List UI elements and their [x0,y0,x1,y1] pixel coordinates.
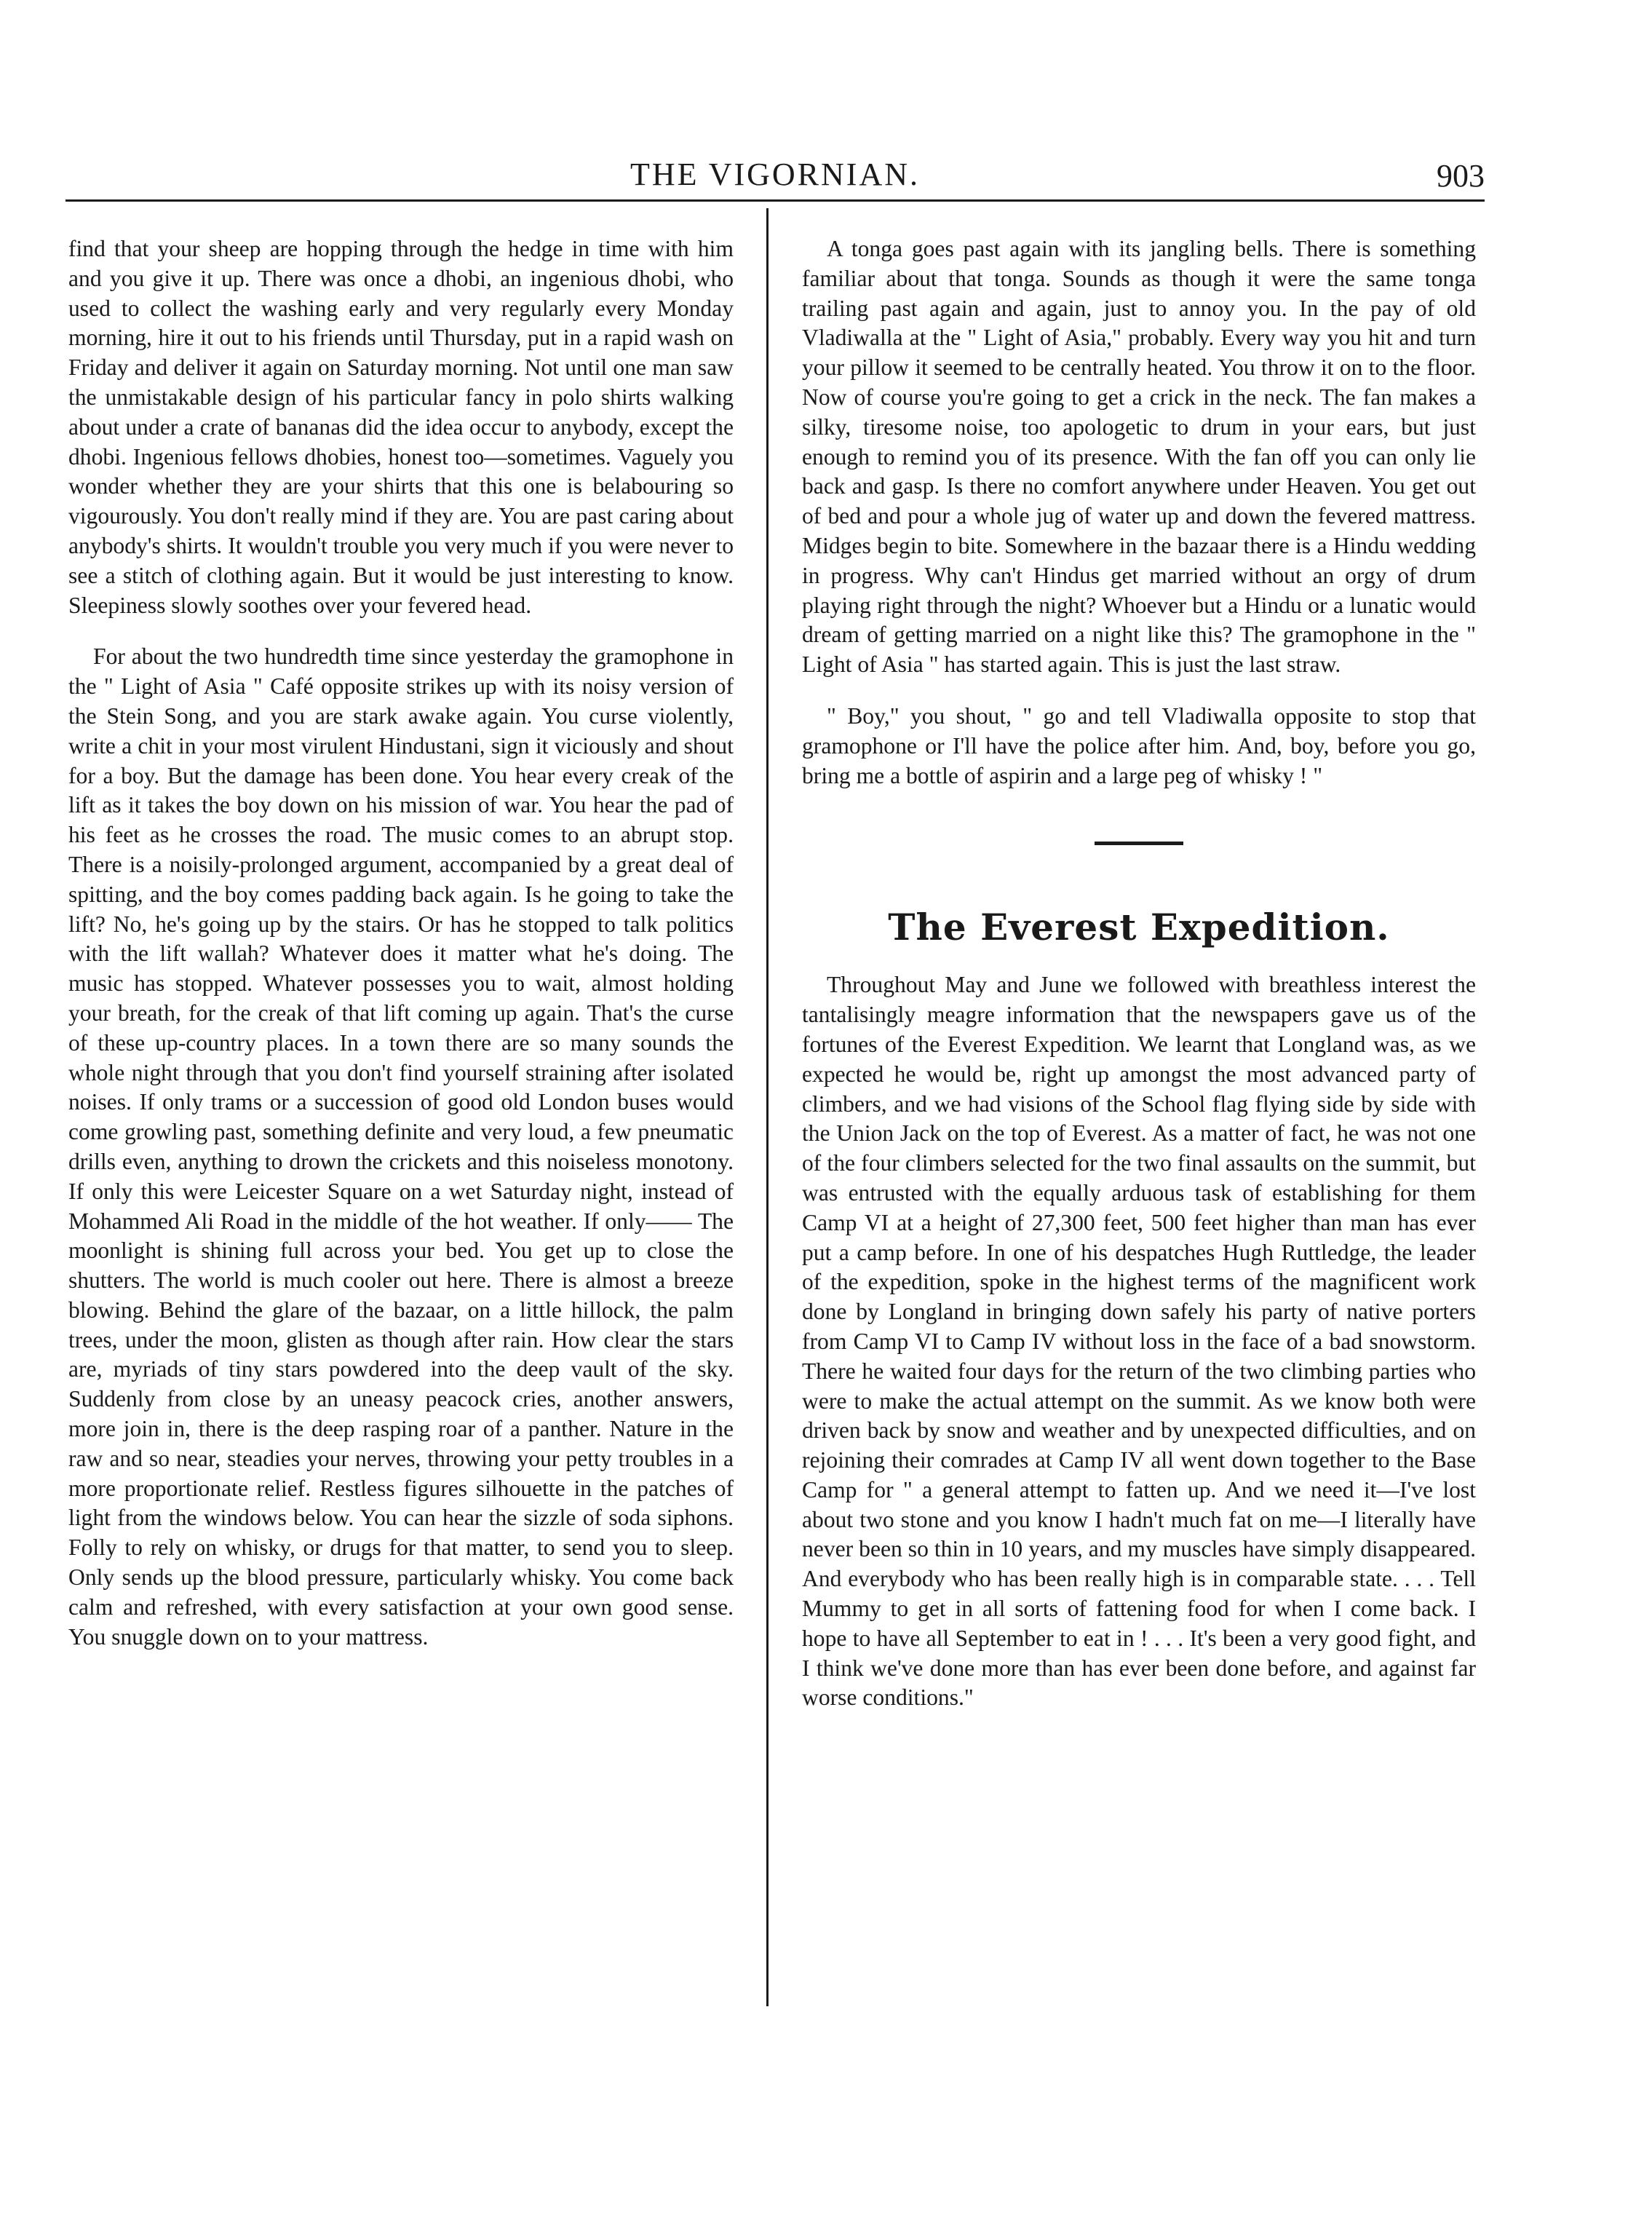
section-divider [1095,842,1183,845]
right-paragraph-2: " Boy," you shout, " go and tell Vladiwalla opposite to stop that gramophone or I'll have the police after him. And, boy, before you go, bring me a bottle of aspirin and a large peg of whisky ! " [802,702,1476,788]
running-title: THE VIGORNIAN. [630,157,921,192]
section-heading: The Everest Expedition. [888,906,1390,949]
page-number: 903 [1437,158,1485,194]
right-paragraph-3: Throughout May and June we followed with breathless interest the tantalisingly meagre information that the newspapers gave us of the fortunes of the Everest Expedition. We learnt that Longland was, as we expected he would be, right up amongst the most advanced party of climbers, and we had visions of the School flag flying side by side with the Union Jack on the top of Everest. As a matter of fact, he was not one of the four climbers selected for the two final assaults on the summit, but was entrusted with the equally arduous task of establishing for them Camp VI at a height of 27,300 feet, 500 feet higher than man has ever put a camp before. In one of his despatches Hugh Ruttledge, the leader of the expedition, spoke in the highest terms of the magnificent work done by Longland in bringing down safely his party of native porters from Camp VI to Camp IV without loss in the face of a bad snowstorm. There he waited four days for the return of the two climbing parties who were to make the actual attempt on the summit. As we know both were driven back by snow and weather and by unexpected difficulties, and on rejoining their comrades at Camp IV all went down together to the Base Camp for " a general attempt to fatten up. And we need it—I've lost about two stone and you know I hadn't much fat on me—I literally have never been so thin in 10 years, and my muscles have simply disappeared. And everybody who has been really high is in comparable state. . . . Tell Mummy to get in all sorts of fattening food for when I come back. I hope to have all September to eat in ! . . . It's been a very good fight, and I think we've done more than has ever been done before, and against far worse conditions." [802,972,1476,1711]
left-paragraph-1: find that your sheep are hopping through the hedge in time with him and you give it up. There was once a dhobi, an ingenious dhobi, who used to collect the washing early and very regularly every Monday morning, hire it out to his friends until Thursday, put in a rapid wash on Friday and deliver it again on Saturday morning. Not until one man saw the unmistakable design of his particular fancy in polo shirts walking about under a crate of bananas did the idea occur to anybody, except the dhobi. Ingenious fellows dhobies, honest too—sometimes. Vaguely you wonder whether they are your shirts that this one is belabouring so vigourously. You don't really mind if they are. You are past caring about anybody's shirts. It wouldn't trouble you very much if you were never to see a stitch of clothing again. But it would be just interesting to know. Sleepiness slowly soothes over your fevered head. [68,236,734,618]
right-column [802,234,1476,1713]
left-paragraph-2: For about the two hundredth time since yesterday the gramophone in the " Light of Asia " Café opposite strikes up with its noisy version of the Stein Song, and you are stark awake again. You curse violently, write a chit in your most virulent Hindustani, sign it viciously and shout for a boy. But the damage has been done. You hear every creak of the lift as it takes the boy down on his mission of war. You hear the pad of his feet as he crosses the road. The music comes to an abrupt stop. There is a noisily-prolonged argument, accompanied by a great deal of spitting, and the boy comes padding back again. Is he going to take the lift? No, he's going up by the stairs. Or has he stopped to talk politics with the lift wallah? Whatever does it matter what he's doing. The music has stopped. Whatever possesses you to wait, almost holding your breath, for the creak of that lift coming up again. That's the curse of these up-country places. In a town there are so many sounds the whole night through that you don't find yourself straining after isolated noises. If only trams or a succession of good old London buses would come growling past, something definite and very loud, a few pneumatic drills even, anything to drown the crickets and this noiseless monotony. If only this were Leicester Square on a wet Saturday night, instead of Mohammed Ali Road in the middle of the hot weather. If only—— The moonlight is shining full across your bed. You get up to close the shutters. The world is much cooler out here. There is almost a breeze blowing. Behind the glare of the bazaar, on a little hillock, the palm trees, under the moon, glisten as though after rain. How clear the stars are, myriads of tiny stars powdered into the deep vault of the sky. Suddenly from close by an uneasy peacock cries, another answers, more join in, there is the deep rasping roar of a panther. Nature in the raw and so near, steadies your nerves, throwing your petty troubles in a more proportionate relief. Restless figures silhouette in the patches of light from the windows below. You can hear the sizzle of soda siphons. Folly to rely on whisky, or drugs for that matter, to send you to sleep. Only sends up the blood pressure, particularly whisky. You come back calm and refreshed, with every satisfaction at your own good sense. You snuggle down on to your mattress. [68,644,734,1650]
running-head [65,154,1485,202]
column-rule [766,208,769,2006]
right-paragraph-1: A tonga goes past again with its jangling bells. There is something familiar about that tonga. Sounds as though it were the same tonga trailing past again and again, just to annoy you. In the pay of old Vladiwalla at the " Light of Asia," probably. Every way you hit and turn your pillow it seemed to be centrally heated. You throw it on to the floor. Now of course you're going to get a crick in the neck. The fan makes a silky, tiresome noise, too apologetic to drum in your ears, but just enough to remind you of its presence. With the fan off you can only lie back and gasp. Is there no comfort anywhere under Heaven. You get out of bed and pour a whole jug of water up and down the fevered mattress. Midges begin to bite. Somewhere in the bazaar there is a Hindu wedding in progress. Why can't Hindus get married without an orgy of drum playing right through the night? Whoever but a Hindu or a lunatic would dream of getting married on a night like this? The gramophone in the " Light of Asia " has started again. This is just the last straw. [802,236,1476,678]
left-column [68,234,734,1652]
